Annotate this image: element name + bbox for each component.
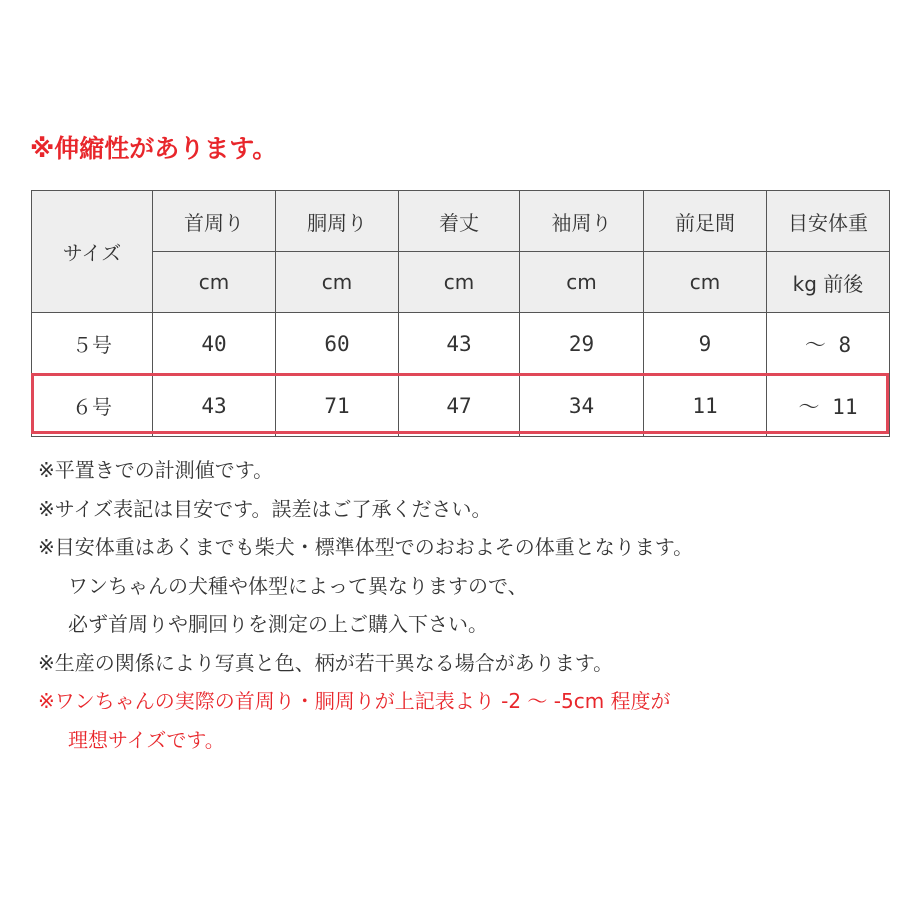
unit-cell: cm — [153, 252, 276, 313]
table-row-highlighted — [32, 375, 890, 437]
note-line: 必ず首周りや胴回りを測定の上ご購入下さい。 — [68, 612, 488, 636]
note-line-warning: ※ワンちゃんの実際の首周り・胴周りが上記表より -2 ～ -5cm 程度が — [38, 689, 671, 713]
table-cell: 40 — [153, 313, 276, 375]
table-cell: 29 — [520, 313, 644, 375]
table-row — [32, 313, 890, 375]
column-header-neck: 首周り — [153, 191, 276, 252]
unit-cell: cm — [276, 252, 399, 313]
note-line: ※生産の関係により写真と色、柄が若干異なる場合があります。 — [38, 650, 614, 675]
table-cell: 34 — [520, 375, 644, 437]
table-cell: 9 — [644, 313, 767, 375]
size-label: ５号 — [32, 313, 153, 375]
note-line: ※平置きでの計測値です。 — [38, 458, 274, 482]
notes — [38, 451, 908, 759]
table-cell: 43 — [153, 375, 276, 437]
table-cell: 60 — [276, 313, 399, 375]
table-cell: 47 — [399, 375, 520, 437]
column-header-length: 着丈 — [399, 191, 520, 252]
column-header-front-legs: 前足間 — [644, 191, 767, 252]
column-header-chest: 胴周り — [276, 191, 399, 252]
table-cell: ～ 8 — [767, 313, 890, 375]
unit-cell: cm — [399, 252, 520, 313]
unit-cell: cm — [520, 252, 644, 313]
table-cell: 71 — [276, 375, 399, 437]
size-row-header: サイズ — [32, 191, 153, 313]
note-line: ※サイズ表記は目安です。誤差はご了承ください。 — [38, 496, 492, 521]
note-line: ※目安体重はあくまでも柴犬・標準体型でのおおよその体重となります。 — [38, 535, 694, 559]
column-header-sleeve: 袖周り — [520, 191, 644, 252]
note-line: ワンちゃんの犬種や体型によって異なりますので、 — [68, 573, 528, 598]
table-cell: 11 — [644, 375, 767, 437]
size-table — [31, 190, 890, 437]
size-label: ６号 — [32, 375, 153, 437]
table-header-row — [32, 191, 890, 252]
note-line-warning: 理想サイズです。 — [68, 727, 225, 752]
table-unit-row — [32, 252, 890, 313]
unit-cell: cm — [644, 252, 767, 313]
table-cell: 43 — [399, 313, 520, 375]
column-header-weight: 目安体重 — [767, 191, 890, 252]
unit-cell: kg 前後 — [767, 252, 890, 313]
table-cell: ～ 11 — [767, 375, 890, 437]
page-title: ※伸縮性があります。 — [30, 134, 278, 163]
